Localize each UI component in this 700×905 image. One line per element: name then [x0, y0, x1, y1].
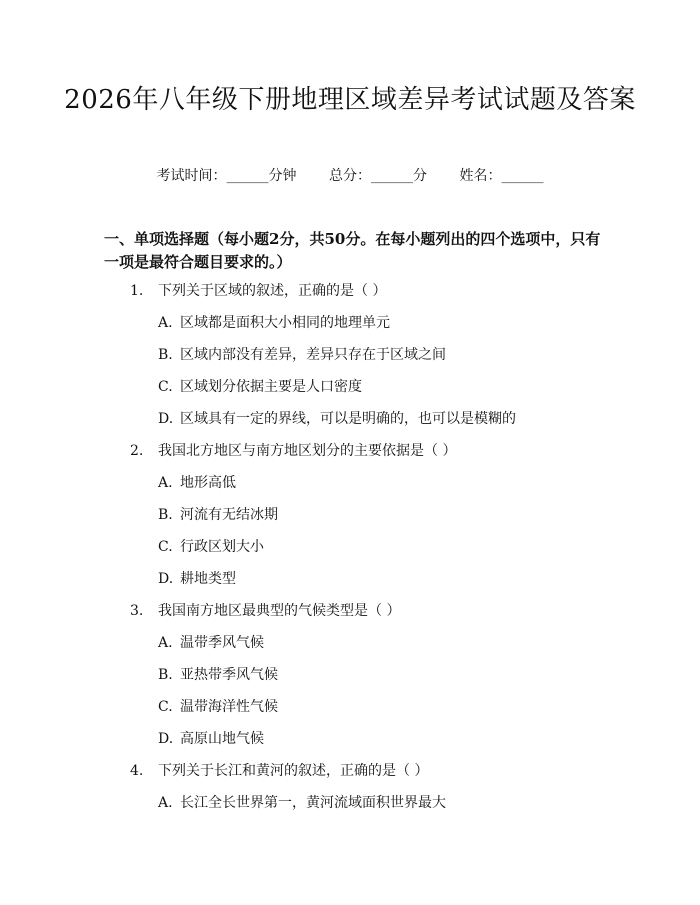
question-3-option-d [158, 729, 264, 749]
option-text: 高原山地气候 [180, 731, 264, 747]
option-text: 行政区划大小 [180, 539, 264, 555]
option-text: 地形高低 [180, 475, 236, 491]
question-2-option-b [158, 505, 278, 525]
question-text: 下列关于长江和黄河的叙述，正确的是（ ） [158, 763, 429, 779]
student-name-field: 姓名：______ [459, 168, 544, 184]
option-text: 温带季风气候 [180, 635, 264, 651]
option-label: C. [158, 379, 173, 395]
total-score-field: 总分：______分 [329, 168, 427, 184]
question-2 [130, 441, 456, 461]
question-2-option-c [158, 537, 264, 557]
question-text: 我国南方地区最典型的气候类型是（ ） [158, 603, 401, 619]
option-label: B. [158, 507, 173, 523]
option-text: 区域具有一定的界线，可以是明确的，也可以是模糊的 [180, 411, 516, 427]
question-1 [130, 281, 386, 301]
option-text: 温带海洋性气候 [180, 699, 278, 715]
document-title: 2026年八年级下册地理区域差异考试试题及答案 [64, 85, 636, 115]
exam-info [0, 166, 700, 186]
question-1-option-c [158, 377, 362, 397]
option-label: A. [158, 475, 173, 491]
question-3-option-c [158, 697, 278, 717]
option-text: 区域划分依据主要是人口密度 [180, 379, 362, 395]
option-text: 耕地类型 [180, 571, 236, 587]
question-3-option-b [158, 665, 278, 685]
option-label: A. [158, 635, 173, 651]
question-text: 我国北方地区与南方地区划分的主要依据是（ ） [158, 443, 457, 459]
section-heading: 一、单项选择题（每小题2分，共50分。在每小题列出的四个选项中，只有一项是最符合题目要求的。） [104, 230, 601, 271]
question-text: 下列关于区域的叙述，正确的是（ ） [158, 283, 387, 299]
question-4 [130, 761, 428, 781]
question-3-option-a [158, 633, 264, 653]
question-number: 2. [130, 443, 144, 459]
option-label: A. [158, 315, 173, 331]
option-label: B. [158, 667, 173, 683]
question-2-option-a [158, 473, 236, 493]
question-1-option-b [158, 345, 446, 365]
question-1-option-a [158, 313, 390, 333]
option-label: A. [158, 795, 173, 811]
option-label: B. [158, 347, 173, 363]
question-1-option-d [158, 409, 516, 429]
option-text: 区域都是面积大小相同的地理单元 [180, 315, 390, 331]
question-2-option-d [158, 569, 236, 589]
option-label: D. [158, 571, 174, 587]
question-number: 3. [130, 603, 144, 619]
option-text: 河流有无结冰期 [180, 507, 278, 523]
option-label: C. [158, 539, 173, 555]
option-label: C. [158, 699, 173, 715]
question-number: 1. [130, 283, 144, 299]
option-text: 亚热带季风气候 [180, 667, 278, 683]
question-4-option-a [158, 793, 446, 813]
question-number: 4. [130, 763, 144, 779]
option-label: D. [158, 731, 174, 747]
option-text: 长江全长世界第一，黄河流域面积世界最大 [180, 795, 446, 811]
question-3 [130, 601, 400, 621]
option-text: 区域内部没有差异，差异只存在于区域之间 [180, 347, 446, 363]
exam-time-field: 考试时间：______分钟 [156, 168, 297, 184]
option-label: D. [158, 411, 174, 427]
